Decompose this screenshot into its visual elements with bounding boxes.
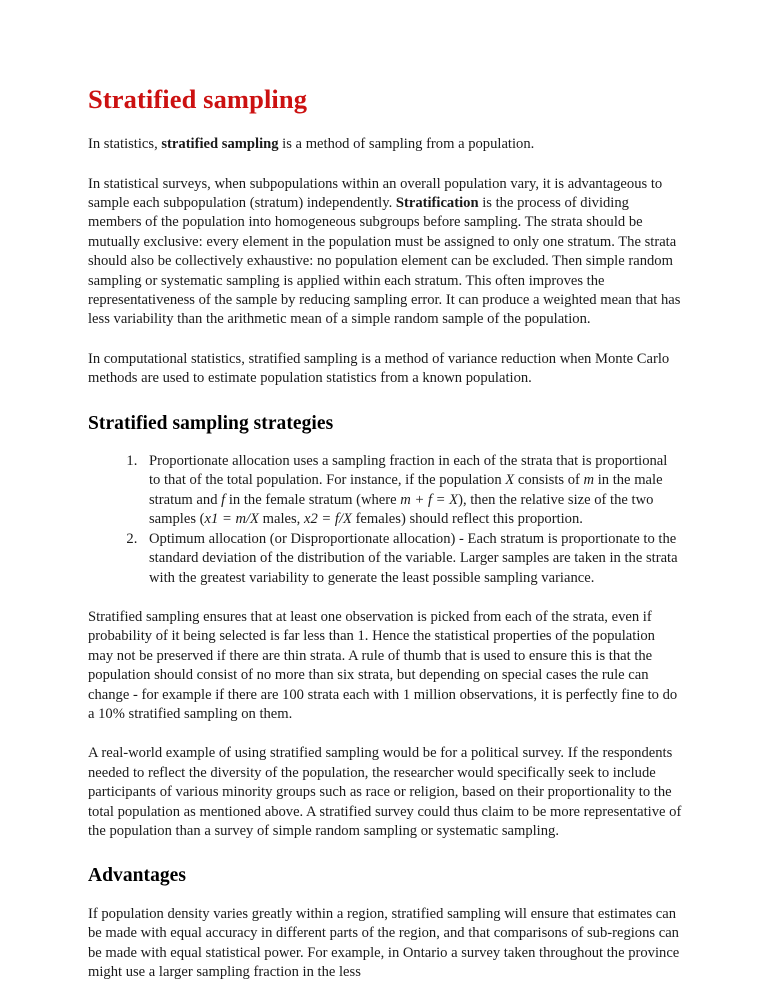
item1-seg2: consists of bbox=[514, 472, 584, 489]
real-world-example-paragraph: A real-world example of using stratified sampling would be for a political survey. If the respondents needed to reflect the diversity of the population, the researcher would specifically seek to include participants of various minority groups such as race or religion, based on their proportionality to the total population as mentioned above. A stratified survey could thus claim to be more representative of the population than a survey of simple random sampling or systematic sampling. bbox=[88, 745, 682, 839]
item1-var-f: f bbox=[221, 491, 226, 508]
definition-text-part2: is the process of dividing members of the population into homogeneous subgroups before sampling. The strata should be mutually exclusive: every element in the population must be assigned to only one stratum. The strata should also be collectively exhaustive: no population element can be excluded. Then simple random sampling or systematic sampling is applied within each stratum. This often improves the representativeness of the sample by reducing sampling error. It can produce a weighted mean that has less variability than the arithmetic mean of a simple random sample of the population. bbox=[88, 195, 681, 328]
item1-seg6: males, bbox=[258, 511, 304, 528]
intro-bold-term: stratified sampling bbox=[161, 136, 279, 153]
intro-text-before: In statistics, bbox=[88, 136, 162, 153]
item1-equation-x1: x1 = m/X bbox=[204, 511, 259, 528]
heading-stratified-sampling-strategies: Stratified sampling strategies bbox=[88, 412, 334, 434]
item1-var-x: X bbox=[505, 472, 515, 489]
strategies-list bbox=[88, 452, 682, 588]
item1-var-m: m bbox=[583, 472, 595, 489]
advantages-paragraph: If population density varies greatly within a region, stratified sampling will ensure that estimates can be made with equal accuracy in different parts of the region, and that comparisons of sub-regions can be made with equal statistical power. For example, in Ontario a survey taken throughout the province might use a larger sampling fraction in the less bbox=[88, 905, 680, 980]
list-item: 2. Optimum allocation (or Disproportionate allocation) - Each stratum is proportionate to the standard deviation of the distribution of the variable. Larger samples are taken in the strata with the greatest variability to generate the least possible sampling variance. bbox=[141, 530, 682, 588]
definition-paragraph bbox=[88, 175, 682, 330]
definition-bold-term: Stratification bbox=[395, 195, 479, 212]
computational-statistics-paragraph: In computational statistics, stratified sampling is a method of variance reduction when Monte Carlo methods are used to estimate population statistics from a known population. bbox=[88, 350, 670, 387]
item1-equation-sum: m + f = X bbox=[400, 491, 459, 508]
ensures-paragraph: Stratified sampling ensures that at least one observation is picked from each of the strata, even if probability of it being selected is far less than 1. Hence the statistical properties of the population may not be preserved if there are thin strata. A rule of thumb that is used to ensure this is that the population should consist of no more than six strata, but depending on special cases the rule can change - for example if there are 100 strata each with 1 million observations, it is perfectly fine to do a 10% stratified sampling on them. bbox=[88, 608, 678, 722]
definition-text-part1: In statistical surveys, when subpopulations within an overall population vary, it is advantageous to sample each subpopulation (stratum) independently. bbox=[88, 175, 663, 212]
item1-seg3: in the male stratum and bbox=[149, 472, 663, 508]
list-item bbox=[141, 452, 682, 530]
item1-seg5: ), then the relative size of the two samples ( bbox=[149, 491, 654, 528]
intro-text-after: is a method of sampling from a population. bbox=[278, 136, 535, 153]
item1-seg7: females) should reflect this proportion. bbox=[351, 511, 583, 528]
item1-seg1: Proportionate allocation uses a sampling fraction in each of the strata that is proportional to that of the total population. For instance, if the population bbox=[149, 453, 668, 489]
item1-equation-x2: x2 = f/X bbox=[303, 511, 352, 528]
heading-advantages: Advantages bbox=[88, 865, 187, 887]
page-title: Stratified sampling bbox=[88, 84, 308, 114]
item1-seg4: in the female stratum (where bbox=[225, 491, 401, 508]
intro-paragraph bbox=[88, 135, 682, 154]
